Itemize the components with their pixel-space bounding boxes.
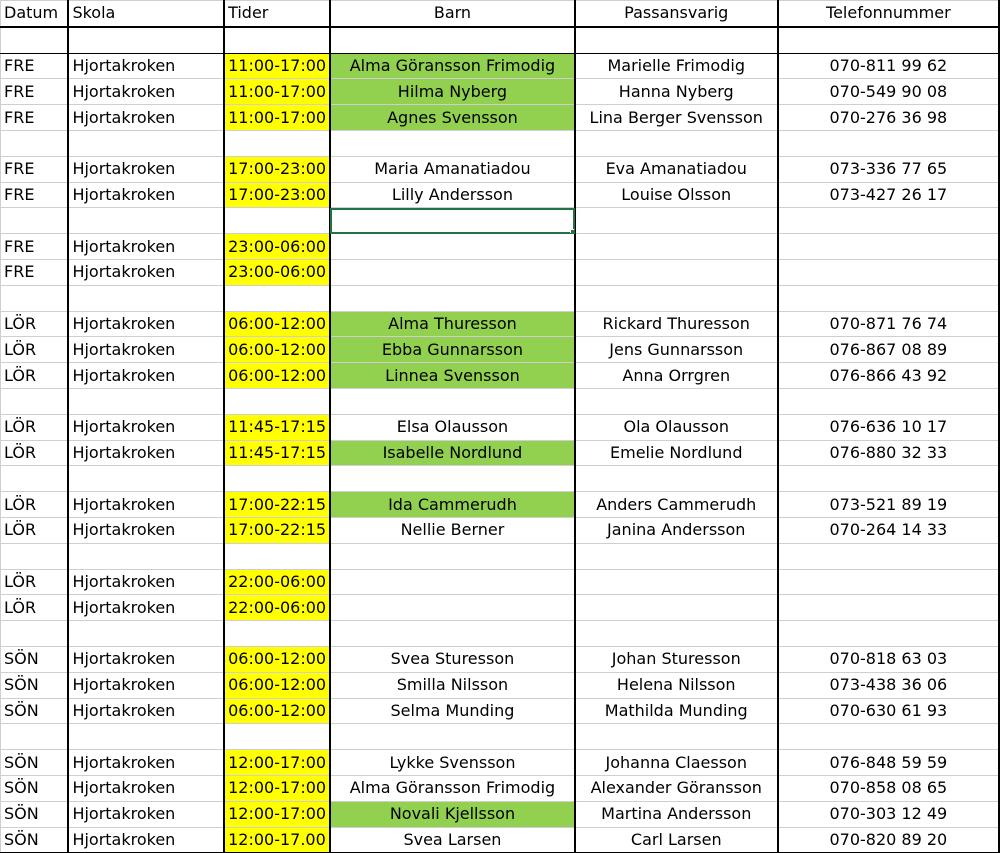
cell-passansvarig[interactable]: Jens Gunnarsson: [575, 337, 778, 363]
cell-skola[interactable]: Hjortakroken: [68, 79, 224, 105]
table-row: [1, 53, 1000, 79]
cell-tider[interactable]: [224, 543, 330, 569]
cell-passansvarig[interactable]: Ola Olausson: [575, 414, 778, 440]
table-row: [1, 234, 1000, 260]
table-row: [1, 440, 1000, 466]
cell-datum[interactable]: [1, 543, 69, 569]
cell-tider[interactable]: 11:00-17:00: [224, 53, 330, 79]
cell-tider[interactable]: 06:00-12:00: [224, 698, 330, 724]
table-row: [1, 543, 1000, 569]
cell-telefonnummer[interactable]: [778, 466, 999, 492]
cell-datum[interactable]: LÖR: [1, 595, 69, 621]
cell-barn[interactable]: Ebba Gunnarsson: [330, 337, 575, 363]
cell-barn[interactable]: [330, 466, 575, 492]
table-row: [1, 259, 1000, 285]
cell-barn[interactable]: Hilma Nyberg: [330, 79, 575, 105]
cell-barn[interactable]: Ida Cammerudh: [330, 492, 575, 518]
cell-barn[interactable]: Selma Munding: [330, 698, 575, 724]
cell-tider[interactable]: [224, 466, 330, 492]
cell-skola[interactable]: Hjortakroken: [68, 801, 224, 827]
cell-skola[interactable]: [68, 130, 224, 156]
cell-skola[interactable]: Hjortakroken: [68, 156, 224, 182]
cell-telefonnummer[interactable]: 070-630 61 93: [778, 698, 999, 724]
table-row: [1, 646, 1000, 672]
cell-passansvarig[interactable]: [575, 621, 778, 647]
cell-tider[interactable]: 23:00-06:00: [224, 259, 330, 285]
cell-barn[interactable]: Alma Thuresson: [330, 311, 575, 337]
table-row: [1, 27, 1000, 53]
cell-barn[interactable]: [330, 595, 575, 621]
cell-telefonnummer[interactable]: [778, 130, 999, 156]
cell-passansvarig[interactable]: Carl Larsen: [575, 827, 778, 853]
cell-skola[interactable]: Hjortakroken: [68, 492, 224, 518]
cell-telefonnummer[interactable]: 070-549 90 08: [778, 79, 999, 105]
cell-tider[interactable]: [224, 724, 330, 750]
cell-passansvarig[interactable]: Helena Nilsson: [575, 672, 778, 698]
cell-tider[interactable]: 12:00-17.00: [224, 827, 330, 853]
cell-tider[interactable]: 06:00-12:00: [224, 672, 330, 698]
table-row: [1, 621, 1000, 647]
cell-skola[interactable]: [68, 543, 224, 569]
cell-tider[interactable]: 12:00-17:00: [224, 750, 330, 776]
cell-barn[interactable]: Alma Göransson Frimodig: [330, 53, 575, 79]
cell-barn[interactable]: Smilla Nilsson: [330, 672, 575, 698]
cell-datum[interactable]: LÖR: [1, 569, 69, 595]
cell-datum[interactable]: [1, 27, 69, 53]
cell-skola[interactable]: Hjortakroken: [68, 311, 224, 337]
cell-tider[interactable]: 06:00-12:00: [224, 363, 330, 389]
cell-telefonnummer[interactable]: 070-858 08 65: [778, 775, 999, 801]
cell-skola[interactable]: Hjortakroken: [68, 337, 224, 363]
cell-passansvarig[interactable]: Anna Orrgren: [575, 363, 778, 389]
cell-skola[interactable]: Hjortakroken: [68, 646, 224, 672]
table-row: [1, 569, 1000, 595]
cell-datum[interactable]: SÖN: [1, 775, 69, 801]
cell-tider[interactable]: 11:45-17:15: [224, 440, 330, 466]
cell-passansvarig[interactable]: [575, 285, 778, 311]
table-row: [1, 311, 1000, 337]
header-barn[interactable]: Barn: [330, 1, 575, 27]
cell-passansvarig[interactable]: Mathilda Munding: [575, 698, 778, 724]
cell-telefonnummer[interactable]: [778, 621, 999, 647]
cell-datum[interactable]: SÖN: [1, 801, 69, 827]
cell-datum[interactable]: FRE: [1, 182, 69, 208]
cell-datum[interactable]: [1, 724, 69, 750]
cell-barn[interactable]: Linnea Svensson: [330, 363, 575, 389]
cell-passansvarig[interactable]: [575, 466, 778, 492]
cell-barn[interactable]: Svea Larsen: [330, 827, 575, 853]
cell-telefonnummer[interactable]: 070-811 99 62: [778, 53, 999, 79]
cell-barn[interactable]: [330, 27, 575, 53]
cell-tider[interactable]: [224, 130, 330, 156]
table-row: [1, 698, 1000, 724]
table-row: [1, 827, 1000, 853]
cell-skola[interactable]: [68, 724, 224, 750]
cell-skola[interactable]: [68, 285, 224, 311]
cell-tider[interactable]: 12:00-17:00: [224, 801, 330, 827]
cell-passansvarig[interactable]: Eva Amanatiadou: [575, 156, 778, 182]
table-row: [1, 775, 1000, 801]
table-row: [1, 724, 1000, 750]
cell-skola[interactable]: Hjortakroken: [68, 363, 224, 389]
cell-tider[interactable]: 17:00-22:15: [224, 517, 330, 543]
cell-datum[interactable]: SÖN: [1, 672, 69, 698]
table-row: [1, 208, 1000, 234]
cell-passansvarig[interactable]: [575, 27, 778, 53]
cell-datum[interactable]: [1, 208, 69, 234]
table-row: [1, 130, 1000, 156]
cell-datum[interactable]: LÖR: [1, 517, 69, 543]
cell-telefonnummer[interactable]: 073-438 36 06: [778, 672, 999, 698]
table-row: [1, 182, 1000, 208]
cell-datum[interactable]: FRE: [1, 79, 69, 105]
cell-telefonnummer[interactable]: 070-264 14 33: [778, 517, 999, 543]
cell-barn[interactable]: Maria Amanatiadou: [330, 156, 575, 182]
cell-datum[interactable]: SÖN: [1, 827, 69, 853]
cell-barn[interactable]: Novali Kjellsson: [330, 801, 575, 827]
cell-barn[interactable]: Agnes Svensson: [330, 105, 575, 131]
cell-telefonnummer[interactable]: [778, 724, 999, 750]
table-row: [1, 105, 1000, 131]
table-row: [1, 750, 1000, 776]
cell-datum[interactable]: [1, 621, 69, 647]
header-telefonnummer[interactable]: Telefonnummer: [778, 1, 999, 27]
header-passansvarig[interactable]: Passansvarig: [575, 1, 778, 27]
cell-telefonnummer[interactable]: [778, 27, 999, 53]
cell-passansvarig[interactable]: [575, 388, 778, 414]
cell-passansvarig[interactable]: Martina Andersson: [575, 801, 778, 827]
cell-barn[interactable]: [330, 208, 575, 234]
cell-datum[interactable]: FRE: [1, 105, 69, 131]
cell-skola[interactable]: Hjortakroken: [68, 105, 224, 131]
cell-skola[interactable]: Hjortakroken: [68, 750, 224, 776]
cell-passansvarig[interactable]: Johanna Claesson: [575, 750, 778, 776]
cell-passansvarig[interactable]: [575, 569, 778, 595]
table-row: [1, 414, 1000, 440]
cell-passansvarig[interactable]: Lina Berger Svensson: [575, 105, 778, 131]
cell-skola[interactable]: Hjortakroken: [68, 698, 224, 724]
cell-telefonnummer[interactable]: 076-880 32 33: [778, 440, 999, 466]
cell-tider[interactable]: [224, 388, 330, 414]
cell-barn[interactable]: [330, 621, 575, 647]
cell-barn[interactable]: Svea Sturesson: [330, 646, 575, 672]
cell-passansvarig[interactable]: Janina Andersson: [575, 517, 778, 543]
cell-tider[interactable]: 22:00-06:00: [224, 595, 330, 621]
cell-telefonnummer[interactable]: 076-867 08 89: [778, 337, 999, 363]
cell-skola[interactable]: Hjortakroken: [68, 517, 224, 543]
cell-skola[interactable]: [68, 27, 224, 53]
cell-datum[interactable]: SÖN: [1, 646, 69, 672]
cell-skola[interactable]: Hjortakroken: [68, 595, 224, 621]
cell-telefonnummer[interactable]: 070-303 12 49: [778, 801, 999, 827]
cell-datum[interactable]: LÖR: [1, 440, 69, 466]
table-row: [1, 285, 1000, 311]
table-body: [1, 27, 1000, 853]
cell-barn[interactable]: [330, 259, 575, 285]
cell-tider[interactable]: 11:45-17:15: [224, 414, 330, 440]
cell-barn[interactable]: [330, 724, 575, 750]
cell-skola[interactable]: [68, 621, 224, 647]
cell-telefonnummer[interactable]: [778, 285, 999, 311]
cell-barn[interactable]: Lykke Svensson: [330, 750, 575, 776]
cell-skola[interactable]: Hjortakroken: [68, 414, 224, 440]
table-row: [1, 363, 1000, 389]
table-row: [1, 492, 1000, 518]
header-skola[interactable]: Skola: [68, 1, 224, 27]
cell-skola[interactable]: Hjortakroken: [68, 775, 224, 801]
cell-skola[interactable]: Hjortakroken: [68, 259, 224, 285]
table-row: [1, 672, 1000, 698]
cell-barn[interactable]: [330, 569, 575, 595]
cell-passansvarig[interactable]: Emelie Nordlund: [575, 440, 778, 466]
cell-telefonnummer[interactable]: 073-521 89 19: [778, 492, 999, 518]
cell-datum[interactable]: [1, 466, 69, 492]
cell-passansvarig[interactable]: [575, 543, 778, 569]
header-datum[interactable]: Datum: [1, 1, 69, 27]
cell-passansvarig[interactable]: Louise Olsson: [575, 182, 778, 208]
cell-datum[interactable]: [1, 388, 69, 414]
cell-tider[interactable]: 06:00-12:00: [224, 337, 330, 363]
table-row: [1, 337, 1000, 363]
cell-tider[interactable]: 11:00-17:00: [224, 79, 330, 105]
cell-datum[interactable]: [1, 130, 69, 156]
cell-barn[interactable]: [330, 234, 575, 260]
cell-datum[interactable]: FRE: [1, 53, 69, 79]
cell-barn[interactable]: [330, 130, 575, 156]
cell-datum[interactable]: [1, 285, 69, 311]
cell-telefonnummer[interactable]: [778, 595, 999, 621]
cell-skola[interactable]: Hjortakroken: [68, 234, 224, 260]
cell-passansvarig[interactable]: Johan Sturesson: [575, 646, 778, 672]
cell-tider[interactable]: [224, 27, 330, 53]
cell-tider[interactable]: 12:00-17:00: [224, 775, 330, 801]
cell-tider[interactable]: [224, 208, 330, 234]
cell-datum[interactable]: FRE: [1, 259, 69, 285]
cell-datum[interactable]: LÖR: [1, 337, 69, 363]
cell-passansvarig[interactable]: [575, 234, 778, 260]
cell-tider[interactable]: 23:00-06:00: [224, 234, 330, 260]
cell-skola[interactable]: Hjortakroken: [68, 440, 224, 466]
cell-passansvarig[interactable]: Hanna Nyberg: [575, 79, 778, 105]
cell-telefonnummer[interactable]: [778, 259, 999, 285]
cell-skola[interactable]: Hjortakroken: [68, 827, 224, 853]
cell-barn[interactable]: Elsa Olausson: [330, 414, 575, 440]
cell-datum[interactable]: FRE: [1, 234, 69, 260]
header-tider[interactable]: Tider: [224, 1, 330, 27]
cell-barn[interactable]: [330, 388, 575, 414]
cell-skola[interactable]: Hjortakroken: [68, 182, 224, 208]
table-row: [1, 388, 1000, 414]
cell-telefonnummer[interactable]: [778, 208, 999, 234]
cell-passansvarig[interactable]: [575, 130, 778, 156]
cell-barn[interactable]: [330, 285, 575, 311]
table-row: [1, 79, 1000, 105]
cell-datum[interactable]: FRE: [1, 156, 69, 182]
cell-passansvarig[interactable]: [575, 259, 778, 285]
cell-tider[interactable]: 06:00-12:00: [224, 311, 330, 337]
cell-tider[interactable]: 22:00-06:00: [224, 569, 330, 595]
cell-barn[interactable]: Nellie Berner: [330, 517, 575, 543]
table-row: [1, 595, 1000, 621]
cell-barn[interactable]: [330, 543, 575, 569]
cell-datum[interactable]: LÖR: [1, 311, 69, 337]
cell-tider[interactable]: 11:00-17:00: [224, 105, 330, 131]
cell-skola[interactable]: Hjortakroken: [68, 569, 224, 595]
table-row: [1, 156, 1000, 182]
cell-telefonnummer[interactable]: 070-820 89 20: [778, 827, 999, 853]
cell-tider[interactable]: [224, 621, 330, 647]
cell-telefonnummer[interactable]: 070-276 36 98: [778, 105, 999, 131]
cell-barn[interactable]: Lilly Andersson: [330, 182, 575, 208]
cell-passansvarig[interactable]: Alexander Göransson: [575, 775, 778, 801]
header-row: [1, 1, 1000, 27]
table-row: [1, 517, 1000, 543]
cell-skola[interactable]: [68, 208, 224, 234]
cell-datum[interactable]: SÖN: [1, 698, 69, 724]
cell-barn[interactable]: Isabelle Nordlund: [330, 440, 575, 466]
cell-datum[interactable]: SÖN: [1, 750, 69, 776]
cell-passansvarig[interactable]: [575, 724, 778, 750]
cell-tider[interactable]: 06:00-12:00: [224, 646, 330, 672]
cell-datum[interactable]: LÖR: [1, 414, 69, 440]
cell-tider[interactable]: 17:00-23:00: [224, 156, 330, 182]
cell-passansvarig[interactable]: [575, 595, 778, 621]
table-row: [1, 801, 1000, 827]
cell-telefonnummer[interactable]: 070-818 63 03: [778, 646, 999, 672]
cell-telefonnummer[interactable]: [778, 234, 999, 260]
cell-telefonnummer[interactable]: 070-871 76 74: [778, 311, 999, 337]
cell-telefonnummer[interactable]: 076-848 59 59: [778, 750, 999, 776]
cell-passansvarig[interactable]: [575, 208, 778, 234]
cell-passansvarig[interactable]: Marielle Frimodig: [575, 53, 778, 79]
cell-tider[interactable]: [224, 285, 330, 311]
cell-tider[interactable]: 17:00-22:15: [224, 492, 330, 518]
cell-datum[interactable]: LÖR: [1, 363, 69, 389]
cell-telefonnummer[interactable]: [778, 569, 999, 595]
cell-telefonnummer[interactable]: 076-866 43 92: [778, 363, 999, 389]
cell-barn[interactable]: Alma Göransson Frimodig: [330, 775, 575, 801]
cell-passansvarig[interactable]: Anders Cammerudh: [575, 492, 778, 518]
cell-skola[interactable]: Hjortakroken: [68, 53, 224, 79]
cell-skola[interactable]: [68, 466, 224, 492]
cell-skola[interactable]: [68, 388, 224, 414]
cell-telefonnummer[interactable]: 073-336 77 65: [778, 156, 999, 182]
cell-skola[interactable]: Hjortakroken: [68, 672, 224, 698]
cell-telefonnummer[interactable]: 073-427 26 17: [778, 182, 999, 208]
cell-tider[interactable]: 17:00-23:00: [224, 182, 330, 208]
table-row: [1, 466, 1000, 492]
cell-telefonnummer[interactable]: [778, 543, 999, 569]
cell-telefonnummer[interactable]: 076-636 10 17: [778, 414, 999, 440]
cell-datum[interactable]: LÖR: [1, 492, 69, 518]
cell-passansvarig[interactable]: Rickard Thuresson: [575, 311, 778, 337]
cell-telefonnummer[interactable]: [778, 388, 999, 414]
